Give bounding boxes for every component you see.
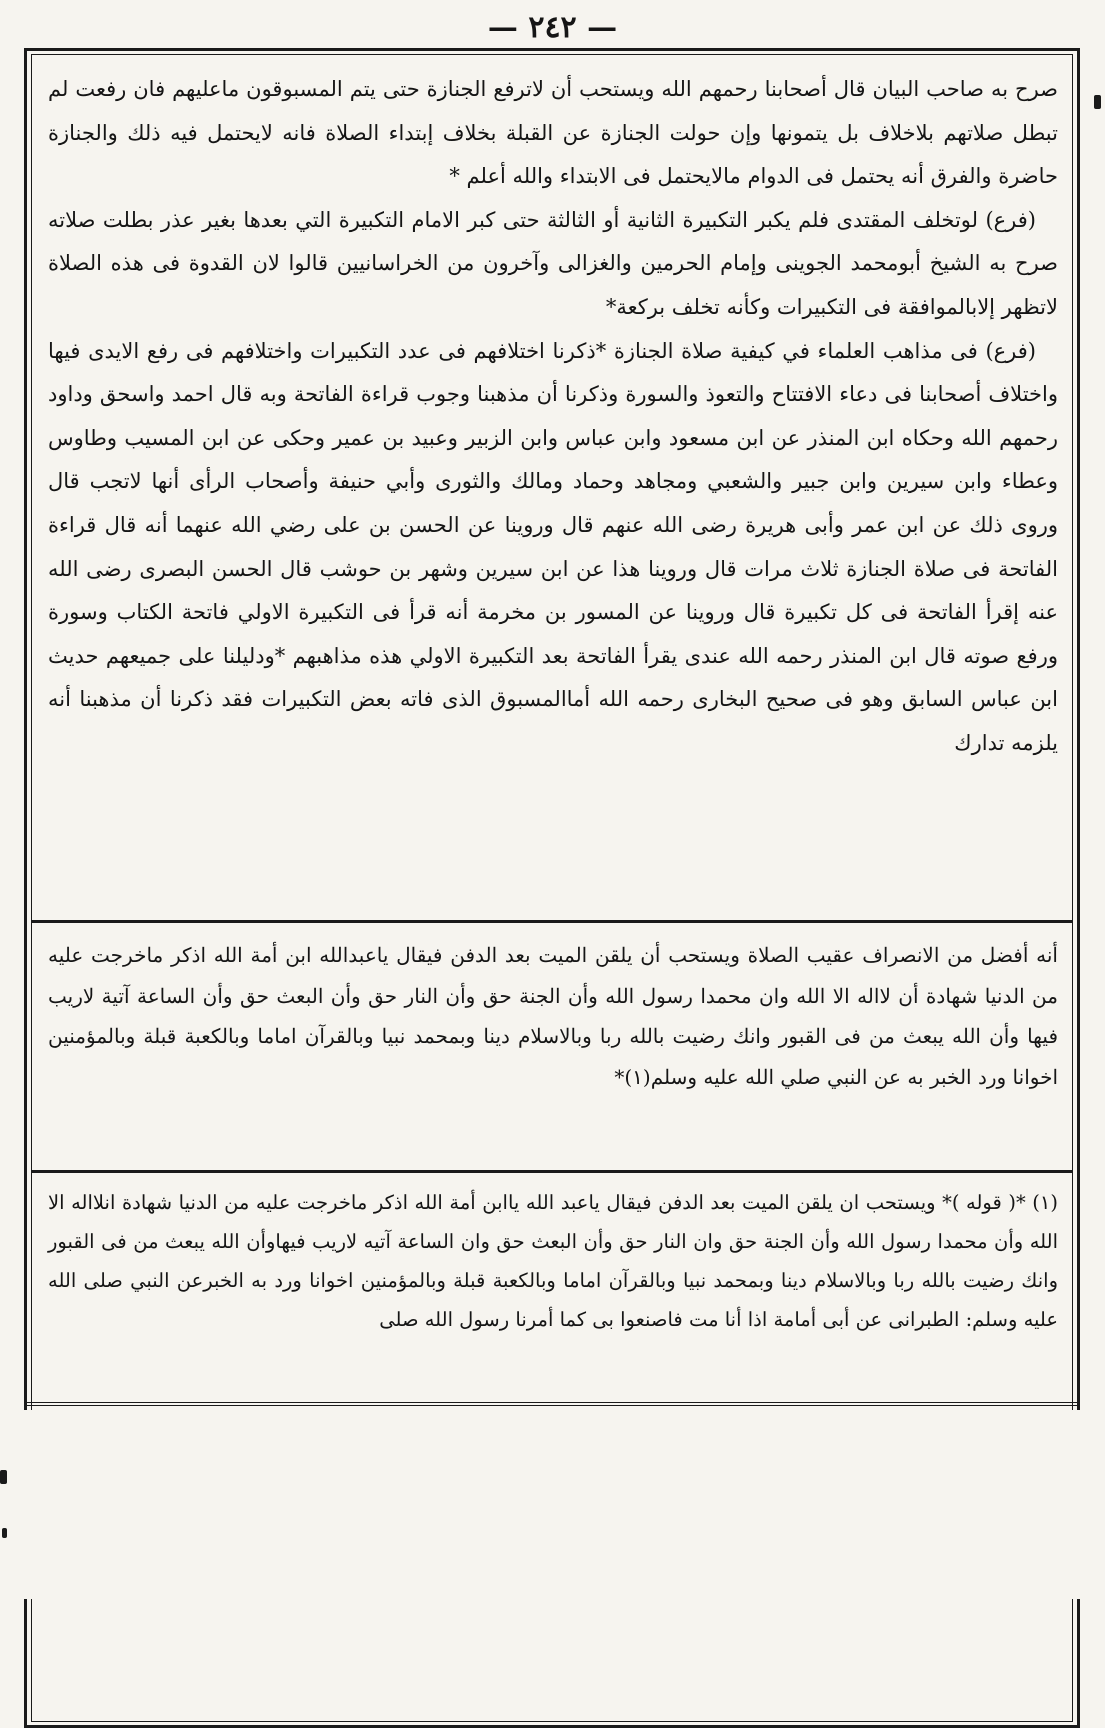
page-number: — ٢٤٢ — bbox=[487, 10, 618, 45]
footnote-block bbox=[48, 1183, 1058, 1339]
footnote-divider bbox=[31, 1170, 1073, 1173]
main-text-block bbox=[48, 68, 1058, 766]
bottom-border bbox=[24, 1402, 1080, 1406]
footnote-paragraph: (١) *( قوله )* ويستحب ان يلقن الميت بعد الدفن فيقال ياعبد الله ياابن أمة الله اذكر ماخرجت عليه من الدنيا شهادة انلااله الا الله وأن محمدا رسول الله وأن الجنة حق وان النار حق وأن البعث حق وان الساعة آتيه لاريب فيهاوأن الله يبعث من فى القبور وانك رضيت بالله ربا وبالاسلام دينا وبمحمد نبيا وبالقرآن اماما وبالكعبة قبلة وبالمؤمنين اخوانا ورد به الخبرعن النبي صلى الله عليه وسلم: الطبرانى عن أبى أمامة اذا أنا مت فاصنعوا بى كما أمرنا رسول الله صلى bbox=[48, 1191, 1058, 1331]
commentary-paragraph: أنه أفضل من الانصراف عقيب الصلاة ويستحب أن يلقن الميت بعد الدفن فيقال ياعبدالله ابن أمة الله اذكر ماخرجت عليه من الدنيا شهادة أن لااله الا الله وان محمدا رسول الله وأن الجنة حق وأن النار حق وأن البعث حق وأن الساعة آتية لاريب فيها وأن الله يبعث من فى القبور وانك رضيت بالله ربا وبالاسلام دينا وبمحمد نبيا وبالقرآن اماما وبالكعبة قبلة وبالمؤمنين اخوانا ورد الخبر به عن النبي صلي الله عليه وسلم(١)* bbox=[48, 943, 1059, 1089]
main-paragraph: (فرع) فى مذاهب العلماء في كيفية صلاة الجنازة *ذكرنا اختلافهم فى عدد التكبيرات واختلافهم فى رفع الايدى فيها واختلاف أصحابنا فى دعاء الافتتاح والتعوذ والسورة وذكرنا أن مذهبنا وجوب قراءة الفاتحة وبه قال احمد واسحق وداود رحمهم الله وحكاه ابن المنذر عن ابن مسعود وابن عباس وابن الزبير وعبيد بن عمير وحكى عن ابن المسيب وطاوس وعطاء وابن سيرين وابن جبير والشعبي ومجاهد وحماد ومالك والثورى وأبي حنيفة وأصحاب الرأى أنها لاتجب قال وروى ذلك عن ابن عمر وأبى هريرة رضى الله عنهم قال وروينا عن الحسن بن على رضي الله عنهما أنه قال قراءة الفاتحة فى صلاة الجنازة ثلاث مرات قال وروينا هذا عن ابن سيرين وشهر بن حوشب قال الحسن البصرى رضى الله عنه إقرأ الفاتحة فى كل تكبيرة قال وروينا عن المسور بن مخرمة أنه قرأ فى التكبيرة الاولي فاتحة الكتاب وسورة ورفع صوته قال ابن المنذر رحمه الله عندى يقرأ الفاتحة بعد التكبيرة الاولي هذه مذاهبهم *ودليلنا على جميعهم حديث ابن عباس السابق وهو فى صحيح البخارى رحمه الله أماالمسبوق الذى فاته بعض التكبيرات فقد ذكرنا أن مذهبنا أنه يلزمه تدارك bbox=[48, 338, 1058, 755]
page-margin-bottom bbox=[0, 1410, 1105, 1599]
scan-mark bbox=[0, 1470, 7, 1484]
scan-mark bbox=[1094, 95, 1101, 109]
main-paragraph: (فرع) لوتخلف المقتدى فلم يكبر التكبيرة الثانية أو الثالثة حتى كبر الامام التكبيرة التي بعدها بغير عذر بطلت صلاته صرح به الشيخ أبومحمد الجوينى وإمام الحرمين والغزالى وآخرون من الخراسانيين قالوا لان القدوة فى هذه الصلاة لاتظهر إلابالموافقة فى التكبيرات وكأنه تخلف بركعة* bbox=[48, 207, 1058, 319]
main-paragraph: صرح به صاحب البيان قال أصحابنا رحمهم الله ويستحب أن لاترفع الجنازة حتى يتم المسبوقون ماعليهم فان رفعت لم تبطل صلاتهم بلاخلاف بل يتمونها وإن حولت الجنازة عن القبلة بخلاف إبتداء الصلاة فانه لايحتمل فيه ذلك والجنازة حاضرة والفرق أنه يحتمل فى الدوام مالايحتمل فى الابتداء والله أعلم * bbox=[48, 77, 1058, 189]
commentary-block bbox=[48, 935, 1058, 1097]
scan-mark bbox=[2, 1528, 7, 1538]
section-divider bbox=[31, 920, 1073, 923]
